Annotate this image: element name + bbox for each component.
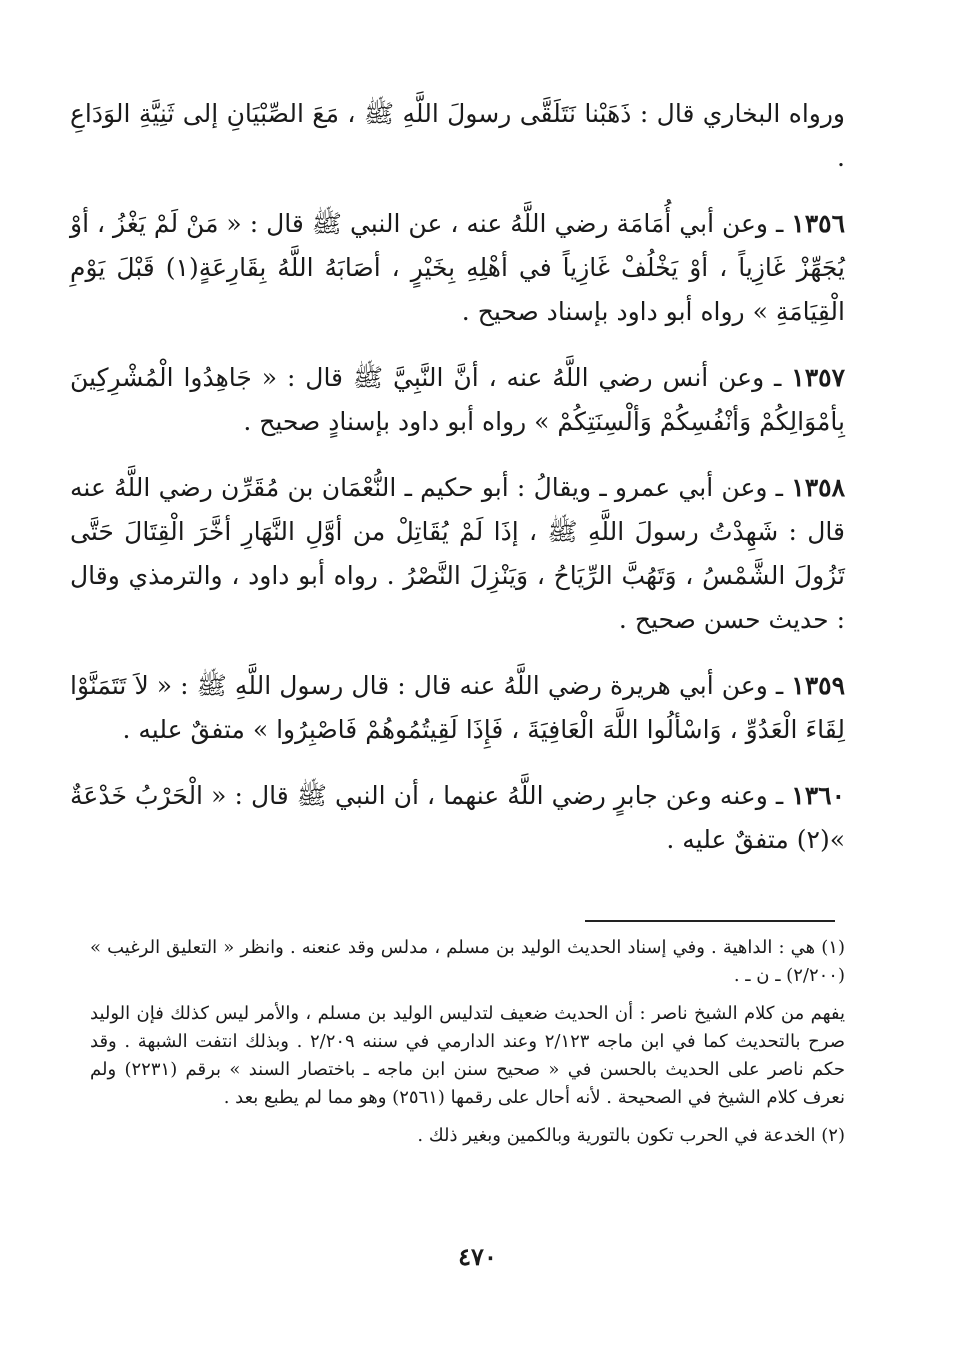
hadith-number: ١٣٦٠ [791, 781, 846, 810]
hadith-number: ١٣٥٩ [791, 671, 846, 700]
hadith-1357 [70, 356, 845, 444]
hadith-number: ١٣٥٦ [791, 209, 846, 238]
footnote-marker: (١) [821, 937, 845, 958]
hadith-number: ١٣٥٨ [791, 473, 845, 502]
hadith-1358 [70, 466, 845, 642]
footnote-text: يفهم من كلام الشيخ ناصر : أن الحديث ضعيف لتدليس الوليد بن مسلم ، والأمر ليس كذلك فإن الوليد صرح بالتحديث كما في ابن ماجه ٢/١٢٣ وعند الدارمي في سننه ٢/٢٠٩ . وبذلك انتفت الشبهة . وقد حكم ناصر على الحديث بالحسن في « صحيح سنن ابن ماجه ـ باختصار السند » برقم (٢٢٣١) ولم نعرف كلام الشيخ في الصحيحة . لأنه أحال على رقمها (٢٥٦١) وهو مما لم يطبع بعد . [90, 1003, 846, 1108]
hadith-1356 [70, 202, 845, 334]
hadith-text: ـ وعن أبي أُمَامَة رضي اللَّهُ عنه ، عن النبي ﷺ قال : « مَنْ لَمْ يَغْزُ ، أوْ يُجَهِّزْ غَازِياً ، أوْ يَخْلُفْ غَازِياً في أهْلِهِ بِخَيْرٍ ، أصَابَهُ اللَّهُ بِقَارِعَةٍ(١) قَبْلَ يَوْمِ الْقِيَامَةِ » رواه أبو داود بإسناد صحيح . [70, 209, 845, 326]
footnote-divider [585, 920, 835, 922]
footnotes [90, 920, 845, 1160]
page-number: ٤٧٠ [458, 1242, 497, 1271]
footnote-marker: (٢) [821, 1125, 845, 1146]
footnote-text: الخدعة في الحرب تكون بالتورية وبالكمين وبغير ذلك . [417, 1125, 816, 1146]
hadith-1359 [70, 664, 845, 752]
footnote-1 [90, 934, 845, 990]
hadith-text: ـ وعن أنس رضي اللَّهُ عنه ، أنَّ النَّبِيَّ ﷺ قال : « جَاهِدُوا الْمُشْرِكِينَ بِأمْوَالِكُمْ وَأنْفُسِكُمْ وَألْسِنَتِكُمْ » رواه أبو داود بإسنادٍ صحيح . [70, 363, 845, 436]
hadith-text: ـ وعن أبي هريرة رضي اللَّهُ عنه قال : قال رسول اللَّهِ ﷺ : « لاَ تَتَمَنَّوْا لِقَاءَ الْعَدُوِّ ، وَاسْألُوا اللَّهَ الْعَافِيَةَ ، فَإِذَا لَقِيتُمُوهُمْ فَاصْبِرُوا » متفقٌ عليه . [70, 671, 845, 744]
hadith-1360 [70, 774, 845, 862]
paragraph-text: ورواه البخاري قال : ذَهَبْنا نَتَلَقَّى رسولَ اللَّهِ ﷺ ، مَعَ الصِّبْيَانِ إلى ثَنِيَّةِ الوَدَاعِ . [70, 99, 845, 172]
hadith-number: ١٣٥٧ [791, 363, 845, 392]
hadith-text: ـ وعن أبي عمرو ـ ويقالُ : أبو حكيم ـ النُّعْمَان بن مُقَرِّن رضي اللَّهُ عنه قال : شَهِدْتُ رسولَ اللَّهِ ﷺ ، إذَا لَمْ يُقَاتِلْ من أوَّلِ النَّهَارِ أخَّرَ الْقِتَالَ حَتَّى تَزُولَ الشَّمْسُ ، وَتَهُبَّ الرِّيَاحُ ، وَيَنْزِلَ النَّصْرُ . رواه أبو داود ، والترمذي وقال : حديث حسن صحيح . [70, 473, 845, 634]
main-text [70, 92, 845, 884]
footnote-text: هي : الداهية . وفي إسناد الحديث الوليد بن مسلم ، مدلس وقد عنعنه . وانظر « التعليق الرغيب » (٢/٢٠٠) ـ ن ـ . [90, 937, 845, 986]
footnote-1-continued [90, 1000, 845, 1112]
footnote-2 [90, 1122, 845, 1150]
paragraph-bukhari [70, 92, 845, 180]
hadith-text: ـ وعنه وعن جابرٍ رضي اللَّهُ عنهما ، أن النبي ﷺ قال : « الْحَرْبُ خَدْعَةٌ »(٢) متفقٌ عليه . [70, 781, 845, 854]
